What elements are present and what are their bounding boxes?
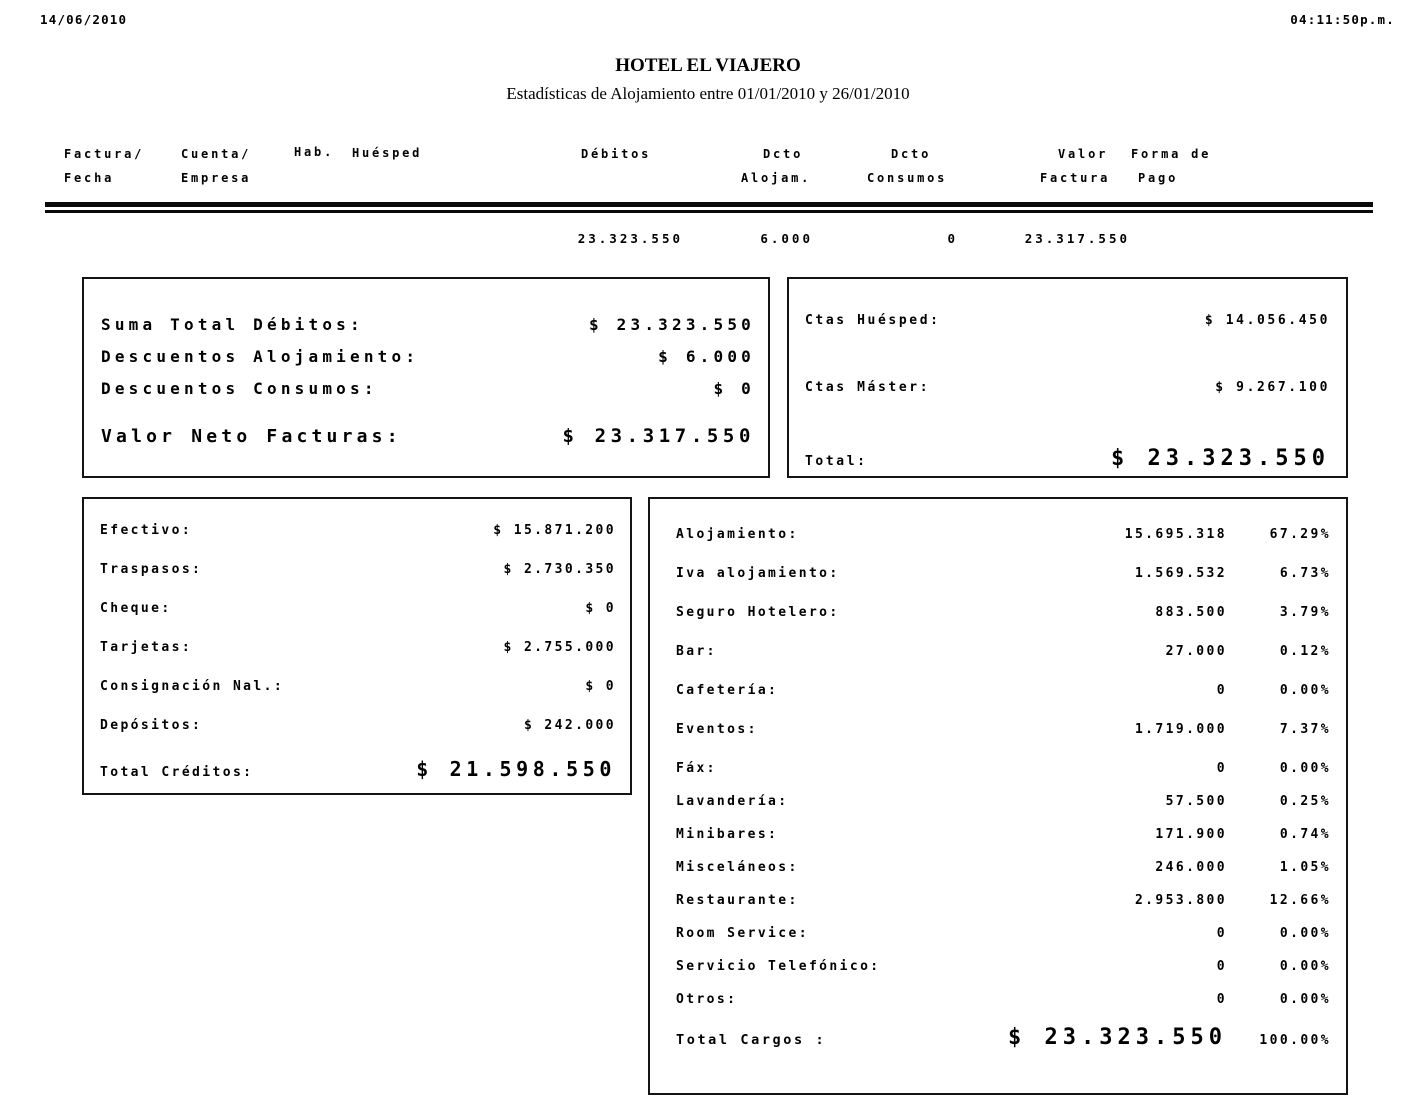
- column-valor-factura-line1: Valor: [1058, 147, 1109, 161]
- credits-box: [82, 497, 632, 795]
- charge-percent: 3.79%: [1279, 605, 1331, 620]
- charge-value: 57.500: [1165, 794, 1227, 809]
- column-habitacion: Hab.: [294, 145, 335, 159]
- charges-rows-upper: [676, 527, 1331, 738]
- charge-label: Servicio Telefónico:: [676, 959, 881, 974]
- charge-percent: 0.00%: [1279, 926, 1331, 941]
- net-invoices-total-row: [101, 425, 755, 447]
- charge-row: [676, 827, 1331, 843]
- charge-value: 0: [1216, 683, 1227, 698]
- summary-label: Descuentos Alojamiento:: [101, 347, 420, 366]
- credit-row: [100, 601, 616, 617]
- charge-label: Minibares:: [676, 827, 779, 842]
- charge-row: [676, 644, 1331, 660]
- charge-label: Restaurante:: [676, 893, 799, 908]
- charge-row: [676, 761, 1331, 777]
- charge-value: 1.569.532: [1134, 566, 1227, 581]
- account-row: [805, 312, 1330, 329]
- charges-box: [648, 497, 1348, 1095]
- summary-row: [101, 315, 755, 335]
- charge-label: Cafetería:: [676, 683, 779, 698]
- summary-value: $ 23.323.550: [589, 315, 755, 334]
- charge-label: Seguro Hotelero:: [676, 605, 840, 620]
- charge-row: [676, 860, 1331, 876]
- credit-row: [100, 679, 616, 695]
- report-title: HOTEL EL VIAJERO: [615, 55, 801, 76]
- credit-value: $ 2.755.000: [503, 640, 616, 655]
- accounts-total-label: Total:: [805, 454, 868, 469]
- credits-total-label: Total Créditos:: [100, 765, 254, 780]
- charge-value: 171.900: [1155, 827, 1227, 842]
- credit-row: [100, 562, 616, 578]
- charge-value: 15.695.318: [1124, 527, 1227, 542]
- charge-percent: 0.00%: [1279, 761, 1331, 776]
- column-forma-pago-line1: Forma de: [1131, 147, 1212, 161]
- charges-total-percent: 100.00%: [1259, 1033, 1331, 1048]
- charge-percent: 0.00%: [1279, 992, 1331, 1007]
- charge-row: [676, 722, 1331, 738]
- column-dcto-alojam-line2: Alojam.: [741, 171, 812, 185]
- charge-label: Iva alojamiento:: [676, 566, 840, 581]
- summary-row: [101, 379, 755, 399]
- charge-percent: 7.37%: [1279, 722, 1331, 737]
- account-label: Ctas Huésped:: [805, 313, 941, 328]
- charge-percent: 1.05%: [1279, 860, 1331, 875]
- summary-value: $ 0: [713, 379, 755, 398]
- credit-value: $ 242.000: [523, 718, 616, 733]
- column-cuenta: Cuenta/: [181, 147, 252, 161]
- accounts-rows: [805, 312, 1330, 396]
- charge-value: 0: [1216, 761, 1227, 776]
- charges-total-row: [676, 1025, 1331, 1050]
- charge-row: [676, 566, 1331, 582]
- summary-label: Descuentos Consumos:: [101, 379, 378, 398]
- charge-percent: 0.74%: [1279, 827, 1331, 842]
- charge-row: [676, 794, 1331, 810]
- accounts-box: [787, 277, 1348, 478]
- charge-percent: 0.00%: [1279, 959, 1331, 974]
- charge-row: [676, 683, 1331, 699]
- net-invoices-value: $ 23.317.550: [562, 425, 755, 447]
- credit-label: Tarjetas:: [100, 640, 193, 655]
- summary-label: Suma Total Débitos:: [101, 315, 364, 334]
- charges-total-value: $ 23.323.550: [1008, 1025, 1227, 1050]
- column-forma-pago-line2: Pago: [1138, 171, 1179, 185]
- invoice-summary-rows: [101, 315, 755, 399]
- credit-label: Cheque:: [100, 601, 172, 616]
- credit-value: $ 0: [585, 679, 616, 694]
- credit-label: Consignación Nal.:: [100, 679, 285, 694]
- credit-value: $ 2.730.350: [503, 562, 616, 577]
- charge-label: Fáx:: [676, 761, 717, 776]
- net-invoices-label: Valor Neto Facturas:: [101, 426, 402, 447]
- charge-label: Lavandería:: [676, 794, 789, 809]
- accounts-total-value: $ 23.323.550: [1111, 446, 1330, 471]
- charge-label: Bar:: [676, 644, 717, 659]
- accounts-total-row: [805, 446, 1330, 471]
- totals-valor-factura: 23.317.550: [1024, 231, 1130, 246]
- account-label: Ctas Máster:: [805, 380, 931, 395]
- credit-row: [100, 523, 616, 539]
- column-fecha: Fecha: [64, 171, 115, 185]
- charge-row: [676, 893, 1331, 909]
- credit-label: Efectivo:: [100, 523, 193, 538]
- credit-value: $ 15.871.200: [493, 523, 616, 538]
- charge-label: Misceláneos:: [676, 860, 799, 875]
- credits-rows: [100, 523, 616, 734]
- report-print-time: 04:11:50p.m.: [1290, 12, 1395, 27]
- charge-label: Alojamiento:: [676, 527, 799, 542]
- charges-rows-lower: [676, 761, 1331, 1008]
- charge-value: 2.953.800: [1134, 893, 1227, 908]
- column-valor-factura-line2: Factura: [1040, 171, 1111, 185]
- charge-label: Otros:: [676, 992, 738, 1007]
- totals-dcto-consumos: 0: [947, 231, 958, 246]
- summary-row: [101, 347, 755, 367]
- account-value: $ 9.267.100: [1215, 380, 1330, 395]
- charge-label: Eventos:: [676, 722, 758, 737]
- report-subtitle: Estadísticas de Alojamiento entre 01/01/2010 y 26/01/2010: [506, 84, 910, 103]
- charge-row: [676, 992, 1331, 1008]
- charges-total-label: Total Cargos :: [676, 1032, 827, 1048]
- charge-percent: 0.12%: [1279, 644, 1331, 659]
- invoice-summary-box: [82, 277, 770, 478]
- charge-row: [676, 527, 1331, 543]
- column-debitos: Débitos: [581, 147, 652, 161]
- charge-value: 0: [1216, 926, 1227, 941]
- header-separator-rule: [45, 202, 1373, 213]
- credit-value: $ 0: [585, 601, 616, 616]
- summary-value: $ 6.000: [658, 347, 755, 366]
- column-factura: Factura/: [64, 147, 145, 161]
- charge-value: 1.719.000: [1134, 722, 1227, 737]
- charge-row: [676, 959, 1331, 975]
- column-huesped: Huésped: [352, 146, 423, 160]
- charge-row: [676, 926, 1331, 942]
- credit-row: [100, 718, 616, 734]
- report-print-date: 14/06/2010: [40, 12, 128, 27]
- account-row: [805, 379, 1330, 396]
- column-dcto-consumos-line2: Consumos: [867, 171, 948, 185]
- credit-label: Depósitos:: [100, 718, 203, 733]
- credits-total-row: [100, 757, 616, 781]
- charge-value: 246.000: [1155, 860, 1227, 875]
- charge-label: Room Service:: [676, 926, 809, 941]
- totals-debitos: 23.323.550: [577, 231, 683, 246]
- charge-percent: 0.00%: [1279, 683, 1331, 698]
- charge-percent: 12.66%: [1269, 893, 1331, 908]
- column-dcto-consumos-line1: Dcto: [891, 147, 932, 161]
- column-dcto-alojam-line1: Dcto: [763, 147, 804, 161]
- charge-percent: 6.73%: [1279, 566, 1331, 581]
- charge-value: 883.500: [1155, 605, 1227, 620]
- account-value: $ 14.056.450: [1204, 313, 1330, 328]
- charge-percent: 67.29%: [1269, 527, 1331, 542]
- totals-dcto-alojam: 6.000: [760, 231, 813, 246]
- credit-label: Traspasos:: [100, 562, 203, 577]
- charge-row: [676, 605, 1331, 621]
- charge-value: 0: [1216, 992, 1227, 1007]
- charge-value: 27.000: [1165, 644, 1227, 659]
- charge-value: 0: [1216, 959, 1227, 974]
- column-empresa: Empresa: [181, 171, 252, 185]
- credits-total-value: $ 21.598.550: [416, 757, 616, 781]
- credit-row: [100, 640, 616, 656]
- charge-percent: 0.25%: [1279, 794, 1331, 809]
